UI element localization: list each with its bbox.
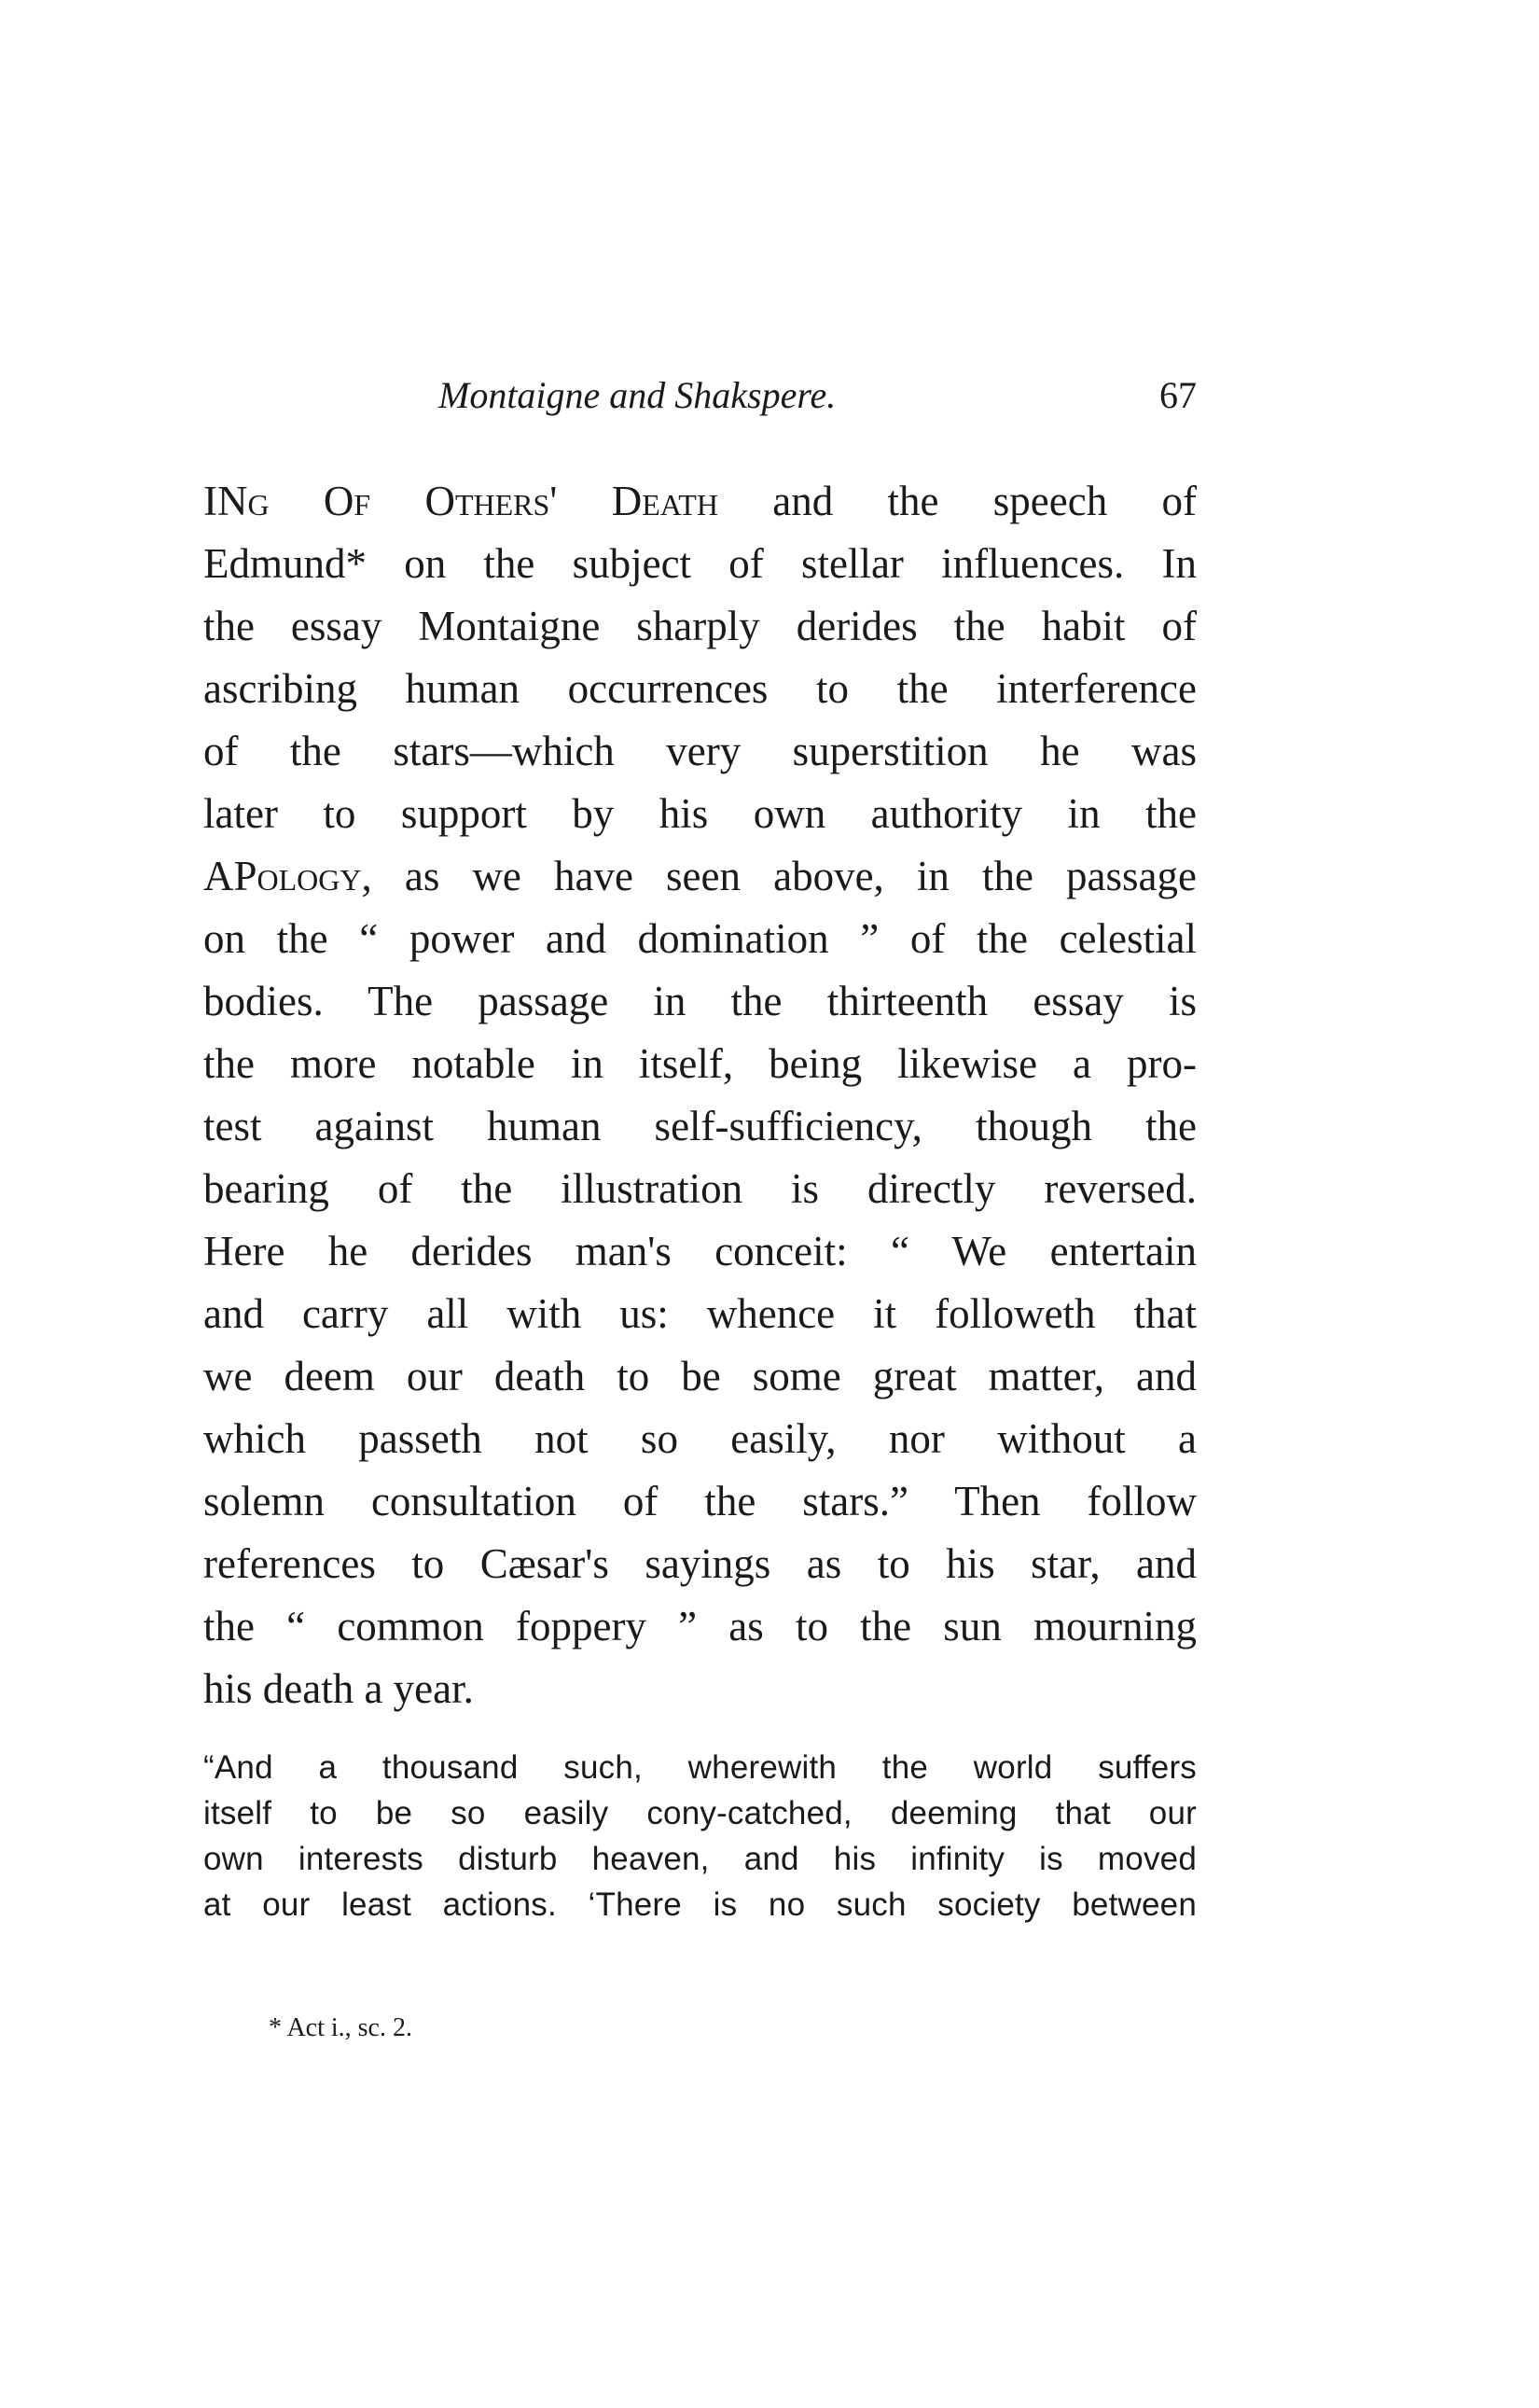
body-text-segment: ascribing human occurrences to the interference <box>203 665 1197 712</box>
body-text-segment: of the stars—which very superstition he was <box>203 728 1197 774</box>
body-text-segment: and carry all with us: whence it followeth that <box>203 1290 1197 1337</box>
quote-line: “And a thousand such, wherewith the world suffers <box>203 1749 1197 1786</box>
body-text-segment: the more notable in itself, being likewise a pro- <box>203 1040 1197 1087</box>
body-text-segment: references to Cæsar's sayings as to his star, and <box>203 1540 1197 1587</box>
body-line <box>203 783 1197 845</box>
body-line <box>203 533 1197 595</box>
body-text-segment: Here he derides man's conceit: “ We entertain <box>203 1228 1197 1274</box>
body-line <box>203 1345 1197 1408</box>
body-line <box>203 1033 1197 1095</box>
body-text-segment: later to support by his own authority in the <box>203 790 1197 837</box>
body-line <box>203 470 1197 533</box>
body-line <box>203 1595 1197 1658</box>
body-text-segment: bearing of the illustration is directly reversed. <box>203 1165 1197 1212</box>
body-line <box>203 1408 1197 1470</box>
small-caps-title: INg Of Others' Death <box>203 478 718 524</box>
body-line <box>203 1220 1197 1283</box>
body-text-segment: bodies. The passage in the thirteenth essay is <box>203 978 1197 1024</box>
body-line <box>203 970 1197 1033</box>
body-line <box>203 1658 1197 1720</box>
body-line <box>203 1095 1197 1158</box>
quote-line: at our least actions. ‘There is no such society between <box>203 1886 1197 1923</box>
body-paragraph <box>203 470 1197 1720</box>
body-text-segment: solemn consultation of the stars.” Then follow <box>203 1478 1197 1524</box>
footnote: * Act i., sc. 2. <box>269 2013 412 2042</box>
quote-line: itself to be so easily cony-catched, deeming that our <box>203 1795 1197 1831</box>
body-text-segment: which passeth not so easily, nor without a <box>203 1415 1197 1462</box>
body-text-segment: and the speech of <box>717 478 1197 524</box>
small-caps-title: APology <box>203 853 362 899</box>
body-text-segment: test against human self-sufficiency, though the <box>203 1103 1197 1149</box>
body-text-segment: his death a year. <box>203 1665 474 1712</box>
book-page <box>203 373 1197 2043</box>
body-line <box>203 1158 1197 1220</box>
body-line <box>203 908 1197 970</box>
body-line <box>203 595 1197 658</box>
running-title: Montaigne and Shakspere. <box>438 374 837 416</box>
body-line <box>203 658 1197 720</box>
quote-line: own interests disturb heaven, and his infinity is moved <box>203 1841 1197 1877</box>
body-text-segment: Edmund* on the subject of stellar influences. In <box>203 540 1197 587</box>
body-text-segment: we deem our death to be some great matter, and <box>203 1353 1197 1399</box>
body-text-segment: the “ common foppery ” as to the sun mourning <box>203 1603 1197 1649</box>
body-line <box>203 1283 1197 1345</box>
body-line <box>203 1533 1197 1595</box>
running-head <box>203 373 1197 429</box>
body-line <box>203 1470 1197 1533</box>
body-line <box>203 720 1197 783</box>
body-text-segment: the essay Montaigne sharply derides the habit of <box>203 603 1197 649</box>
page-number: 67 <box>1159 374 1197 416</box>
body-text-segment: on the “ power and domination ” of the celestial <box>203 915 1197 962</box>
block-quote <box>203 1745 1197 1928</box>
body-line <box>203 845 1197 908</box>
body-text-segment: , as we have seen above, in the passage <box>361 853 1197 899</box>
